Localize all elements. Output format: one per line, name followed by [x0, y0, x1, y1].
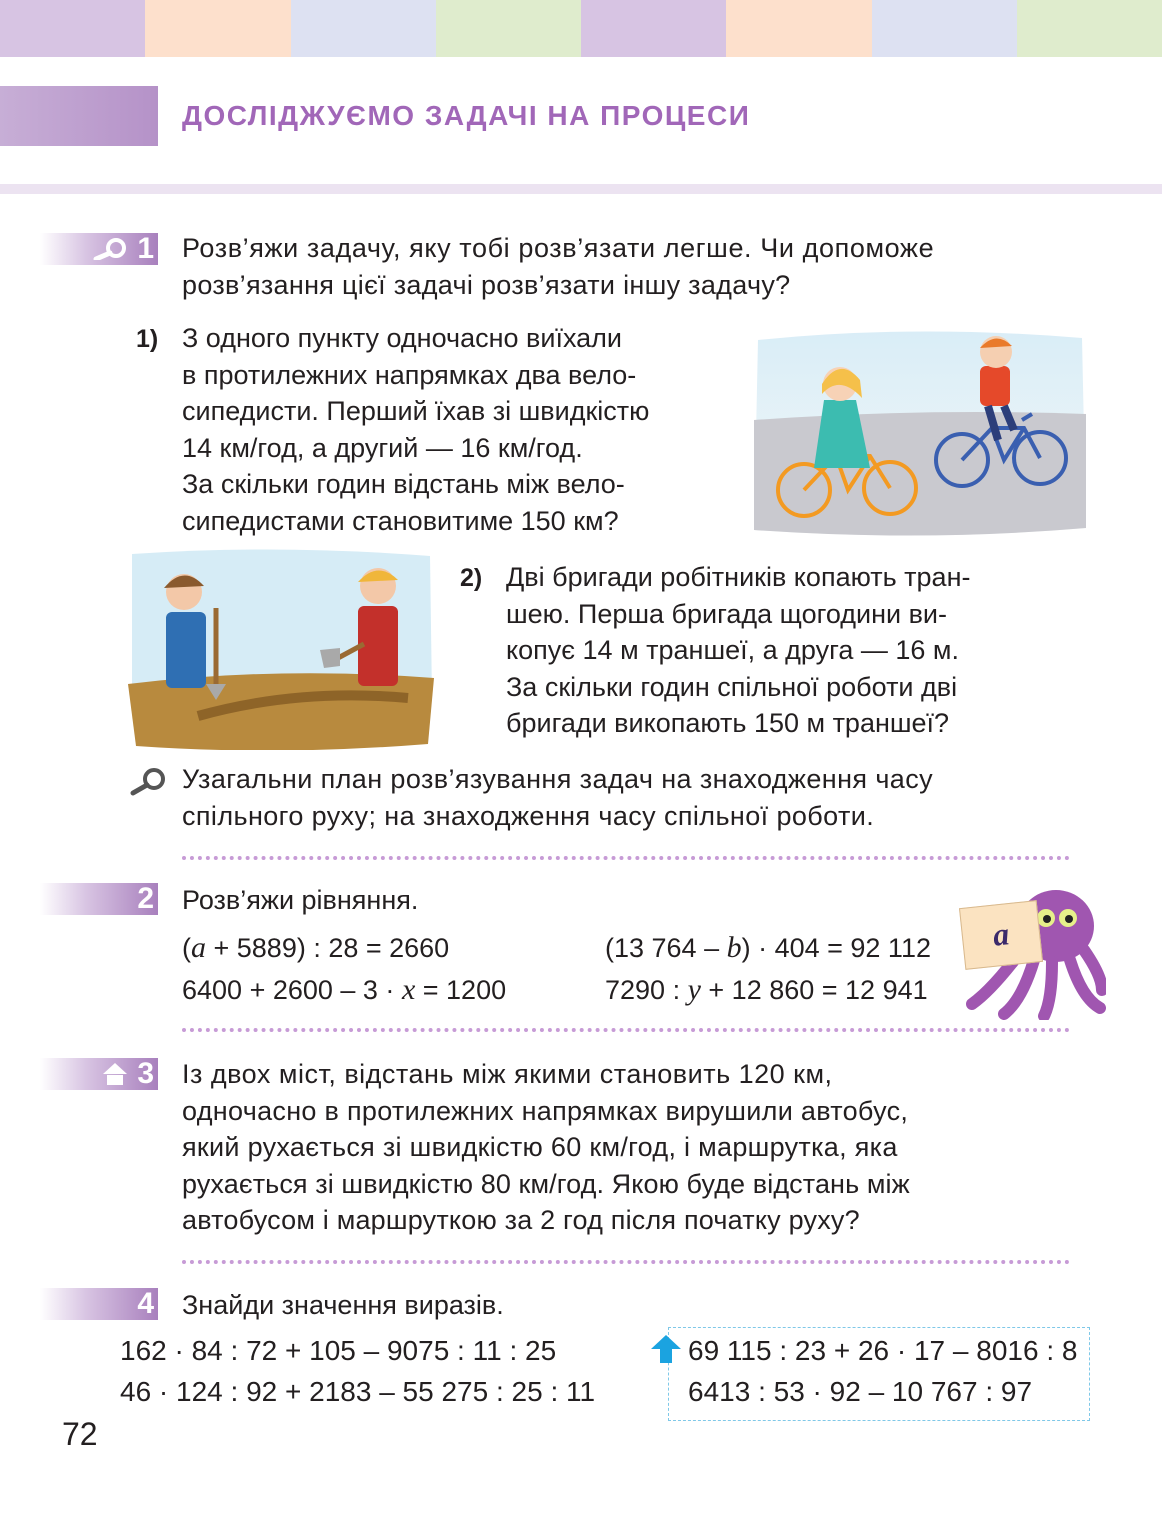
stripe	[726, 0, 871, 57]
stripe	[436, 0, 581, 57]
task-1-tag	[40, 233, 158, 265]
task-3-tag	[40, 1058, 158, 1090]
eq-pre: 7290 :	[605, 975, 688, 1005]
text-line: Розв’яжи задачу, яку тобі розв’язати легше. Чи допоможе	[182, 233, 935, 263]
task-4-tag	[40, 1288, 158, 1320]
house-icon	[102, 1062, 128, 1086]
subtask-1-label: 1)	[136, 325, 159, 353]
text-line: бригади викопають 150 м траншеї?	[506, 708, 950, 738]
text-line: Дві бригади робітників копають тран-	[506, 562, 971, 592]
page-number: 72	[62, 1416, 98, 1452]
workers-illustration	[128, 548, 434, 750]
text-line: З одного пункту одночасно виїхали	[182, 323, 623, 353]
task-4-text: Знайди значення виразів.	[182, 1290, 504, 1320]
text-line: який рухається зі швидкістю 60 км/год, і маршрутка, яка	[182, 1132, 898, 1162]
stripe	[145, 0, 290, 57]
text-line: автобусом і маршруткою за 2 год після початку руху?	[182, 1205, 860, 1235]
text-line: спільного руху; на знаходження часу спільної роботи.	[182, 800, 875, 831]
text-line: За скільки годин відстань між вело-	[182, 469, 625, 499]
eq-post: + 12 860 = 12 941	[700, 975, 928, 1005]
stripe	[581, 0, 726, 57]
answer-line	[182, 1260, 1070, 1264]
page-title: ДОСЛІДЖУЄМО ЗАДАЧІ НА ПРОЦЕСИ	[182, 100, 751, 131]
text-line: сипедистами становитиме 150 км?	[182, 505, 619, 536]
eq-post: ) · 404 = 92 112	[741, 933, 931, 963]
expression: 6413 : 53 · 92 – 10 767 : 97	[688, 1376, 1033, 1407]
text-line: розв’язання цієї задачі розв’язати іншу задачу?	[182, 269, 791, 300]
eq-var: y	[687, 973, 701, 1006]
task-number: 3	[137, 1057, 154, 1090]
expression: 69 115 : 23 + 26 · 17 – 8016 : 8	[688, 1335, 1078, 1366]
subtask-2-label: 2)	[460, 564, 483, 592]
expression: 162 · 84 : 72 + 105 – 9075 : 11 : 25	[120, 1335, 557, 1366]
text-line: одночасно в протилежних напрямках вирушили автобус,	[182, 1095, 909, 1126]
text-line: сипедисти. Перший їхав зі швидкістю	[182, 396, 650, 426]
equation	[605, 970, 928, 1010]
answer-line	[182, 1028, 1070, 1032]
card-letter: a	[991, 915, 1011, 953]
eq-pre: 6400 + 2600 – 3 ·	[182, 975, 402, 1005]
text-line: рухається зі швидкістю 80 км/год. Якою буде відстань між	[182, 1168, 910, 1199]
eq-var: x	[401, 973, 416, 1006]
stripe	[291, 0, 436, 57]
equation	[182, 970, 506, 1010]
text-line: в протилежних напрямках два вело-	[182, 359, 637, 390]
eq-pre: (13 764 –	[605, 933, 727, 963]
equation	[182, 928, 449, 968]
eq-var: a	[191, 931, 206, 964]
magnifier-icon	[92, 238, 128, 260]
text-line: копує 14 м траншеї, а друга — 16 м.	[506, 635, 959, 665]
answer-line	[182, 856, 1070, 860]
subtask-1-text	[182, 320, 649, 539]
header-rule	[0, 184, 1162, 194]
text-line: 14 км/год, а другий — 16 км/год.	[182, 432, 583, 463]
text-line: За скільки годин спільної роботи дві	[506, 671, 958, 702]
cyclists-illustration	[752, 328, 1088, 538]
task-2-tag	[40, 883, 158, 915]
task-1-text	[182, 230, 934, 303]
stripe	[872, 0, 1017, 57]
header-stripes	[0, 0, 1162, 57]
magnifier-icon	[128, 766, 168, 796]
up-arrow-icon	[650, 1334, 682, 1364]
stripe	[1017, 0, 1162, 57]
eq-var: b	[726, 931, 742, 964]
task-number: 2	[137, 882, 154, 915]
title-bar	[0, 86, 158, 146]
letter-card	[959, 900, 1043, 970]
task-2-text: Розв’яжи рівняння.	[182, 885, 419, 915]
subtask-2-text	[506, 559, 970, 742]
research-text	[182, 761, 933, 834]
text-line: Узагальни план розв’язування задач на знаходження часу	[182, 764, 934, 794]
task-3-text	[182, 1056, 910, 1239]
eq-pre: (	[182, 933, 191, 963]
task-number: 4	[137, 1287, 154, 1320]
stripe	[0, 0, 145, 57]
text-line: Із двох міст, відстань між якими становить 120 км,	[182, 1059, 833, 1089]
text-line: шею. Перша бригада щогодини ви-	[506, 598, 948, 629]
eq-post: + 5889) : 28 = 2660	[206, 933, 450, 963]
task-number: 1	[137, 232, 154, 265]
eq-post: = 1200	[415, 975, 507, 1005]
expression: 46 · 124 : 92 + 2183 – 55 275 : 25 : 11	[120, 1376, 596, 1407]
equation	[605, 928, 931, 968]
